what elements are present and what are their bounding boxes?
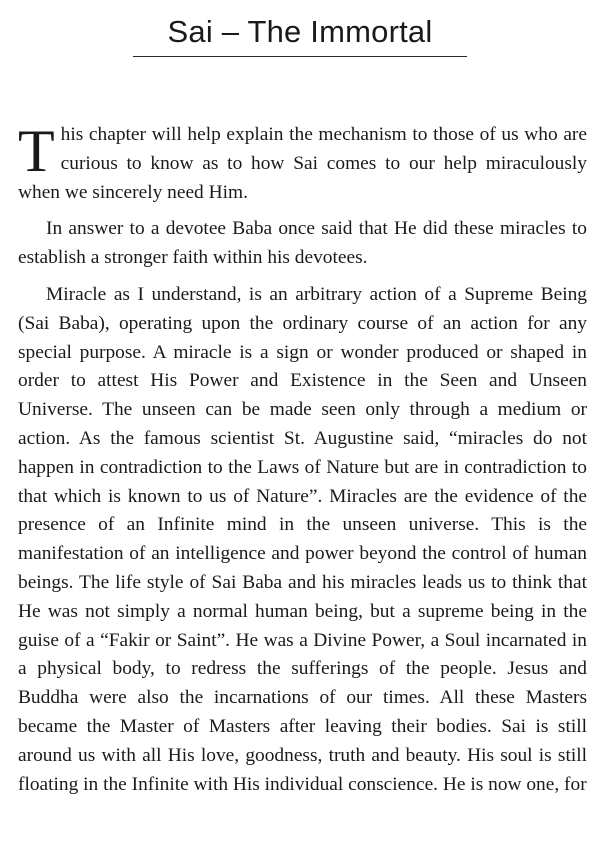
chapter-title: Sai – The Immortal	[167, 14, 433, 49]
chapter-body	[18, 118, 587, 799]
paragraph-3: Miracle as I understand, is an arbitrary action of a Supreme Being (Sai Baba), operating upon the ordinary course of an action for any special purpose. A miracle is a sign or wonder produced or shaped in order to attest His Power and Existence in the Seen and Unseen Universe. The unseen can be made seen only through a medium or action. As the famous scientist St. Augustine said, “miracles do not happen in contradiction to the Laws of Nature but are in contradiction to that which is known to us of Nature”. Miracles are the evidence of the presence of an Infinite mind in the unseen universe. This is the manifestation of an intelligence and power beyond the control of human beings. The life style of Sai Baba and his miracles leads us to think that He was not simply a normal human being, but a supreme being in the guise of a “Fakir or Saint”. He was a Divine Power, a Soul incarnated in a physical body, to redress the sufferings of the people. Jesus and Buddha were also the incarnations of our times. All these Masters became the Master of Masters after leaving their bodies. Sai is still around us with all His love, goodness, truth and beauty. His soul is still floating in the Infinite with His individual conscience. He is now one, for	[18, 283, 587, 795]
title-underline	[133, 56, 467, 57]
paragraph-2: In answer to a devotee Baba once said that He did these miracles to establish a stronger faith within his devotees.	[18, 218, 587, 269]
paragraph-1-text: his chapter will help explain the mechanism to those of us who are curious to know as to how Sai comes to our help miraculously when we sincerely need Him.	[18, 124, 587, 203]
drop-cap: T	[18, 118, 55, 184]
paragraph-1	[18, 118, 587, 207]
